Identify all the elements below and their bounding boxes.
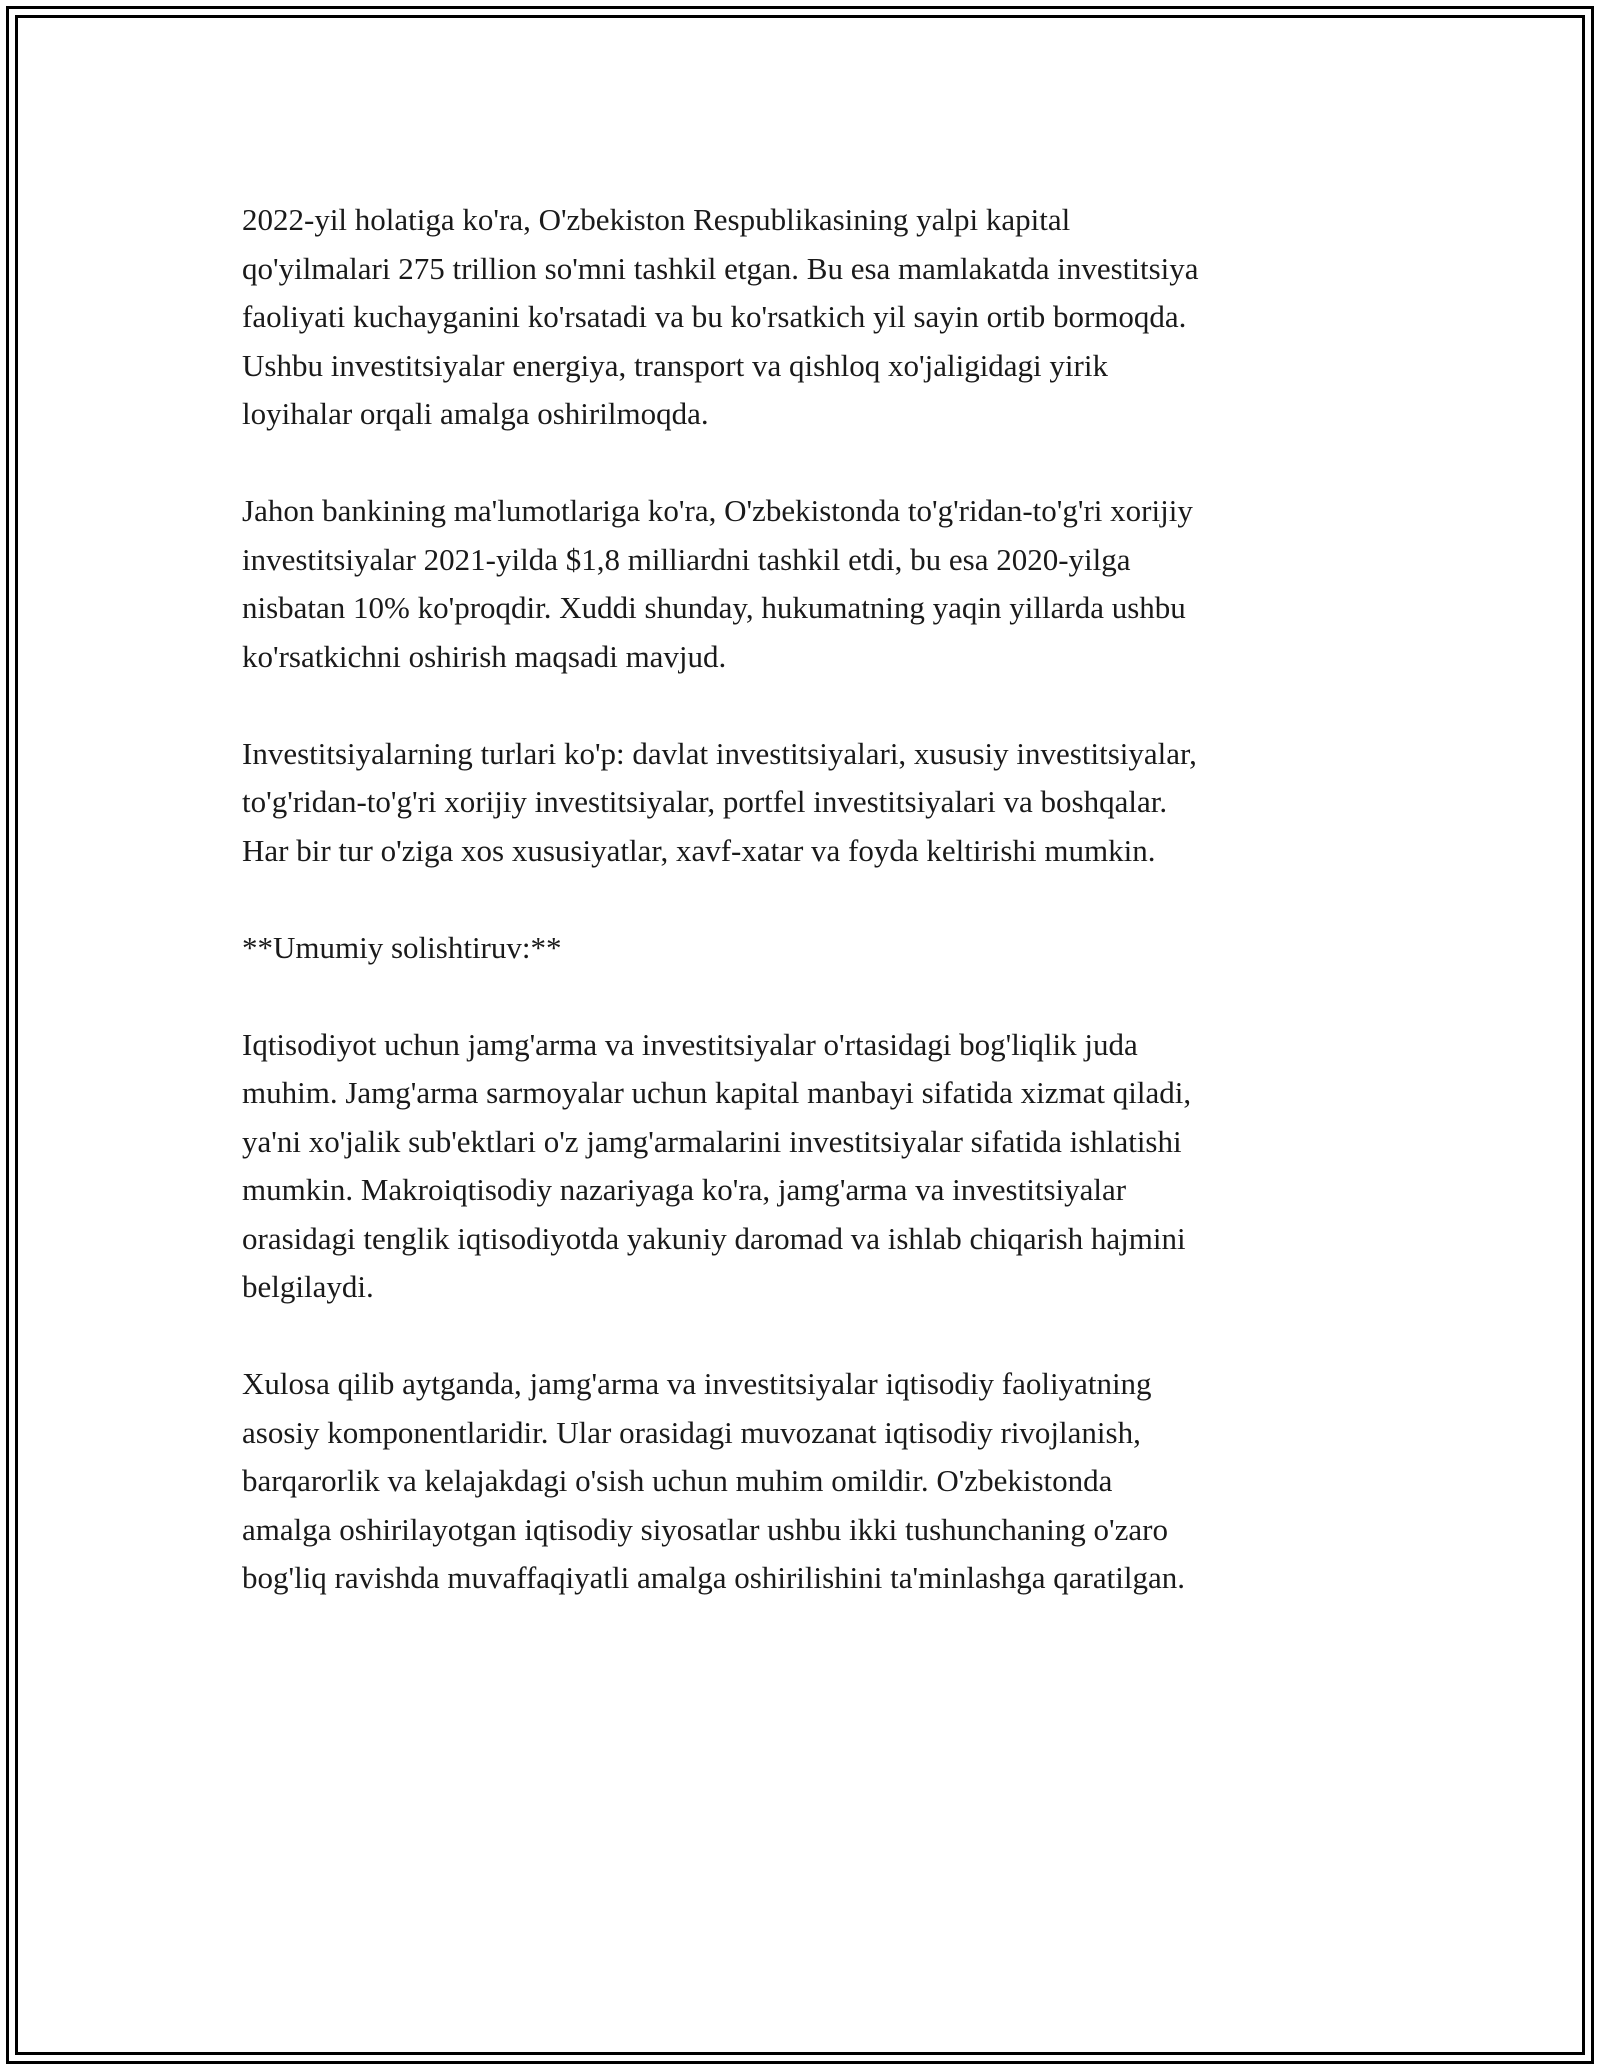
paragraph-savings-investment: Iqtisodiyot uchun jamg'arma va investitsiyalar o'rtasidagi bog'liqlik juda muhim. Jamg'arma sarmoyalar uchun kapital manbayi sifatida xizmat qiladi, ya'ni xo'jalik sub'ektlari o'z jamg'armalarini investitsiyalar sifatida ishlatishi mumkin. Makroiqtisodiy nazariyaga ko'ra, jamg'arma va investitsiyalar orasidagi tenglik iqtisodiyotda yakuniy daromad va ishlab chiqarish hajmini belgilaydi. bbox=[242, 1026, 1192, 1304]
document-page bbox=[6, 6, 1594, 2064]
paragraph-capital-investment: 2022-yil holatiga ko'ra, O'zbekiston Respublikasining yalpi kapital qo'yilmalari 275 trillion so'mni tashkil etgan. Bu esa mamlakatda investitsiya faoliyati kuchayganini ko'rsatadi va bu ko'rsatkich yil sayin ortib bormoqda. Ushbu investitsiyalar energiya, transport va qishloq xo'jaligidagi yirik loyihalar orqali amalga oshirilmoqda. bbox=[242, 202, 1199, 431]
paragraph-investment-types: Investitsiyalarning turlari ko'p: davlat investitsiyalari, xususiy investitsiyalar, to'g'ridan-to'g'ri xorijiy investitsiyalar, portfel investitsiyalari va boshqalar. Har bir tur o'ziga xos xususiyatlar, xavf-xatar va foyda keltirishi mumkin. bbox=[242, 735, 1197, 868]
section-heading-comparison: **Umumiy solishtiruv:** bbox=[242, 929, 562, 965]
document-body bbox=[242, 196, 1402, 1651]
paragraph-foreign-investment: Jahon bankining ma'lumotlariga ko'ra, O'zbekistonda to'g'ridan-to'g'ri xorijiy investitsiyalar 2021-yilda $1,8 milliardni tashkil etdi, bu esa 2020-yilga nisbatan 10% ko'proqdir. Xuddi shunday, hukumatning yaqin yillarda ushbu ko'rsatkichni oshirish maqsadi mavjud. bbox=[242, 493, 1193, 674]
paragraph-conclusion: Xulosa qilib aytganda, jamg'arma va investitsiyalar iqtisodiy faoliyatning asosiy komponentlaridir. Ular orasidagi muvozanat iqtisodiy rivojlanish, barqarorlik va kelajakdagi o'sish uchun muhim omildir. O'zbekistonda amalga oshirilayotgan iqtisodiy siyosatlar ushbu ikki tushunchaning o'zaro bog'liq ravishda muvaffaqiyatli amalga oshirilishini ta'minlashga qaratilgan. bbox=[242, 1366, 1185, 1595]
